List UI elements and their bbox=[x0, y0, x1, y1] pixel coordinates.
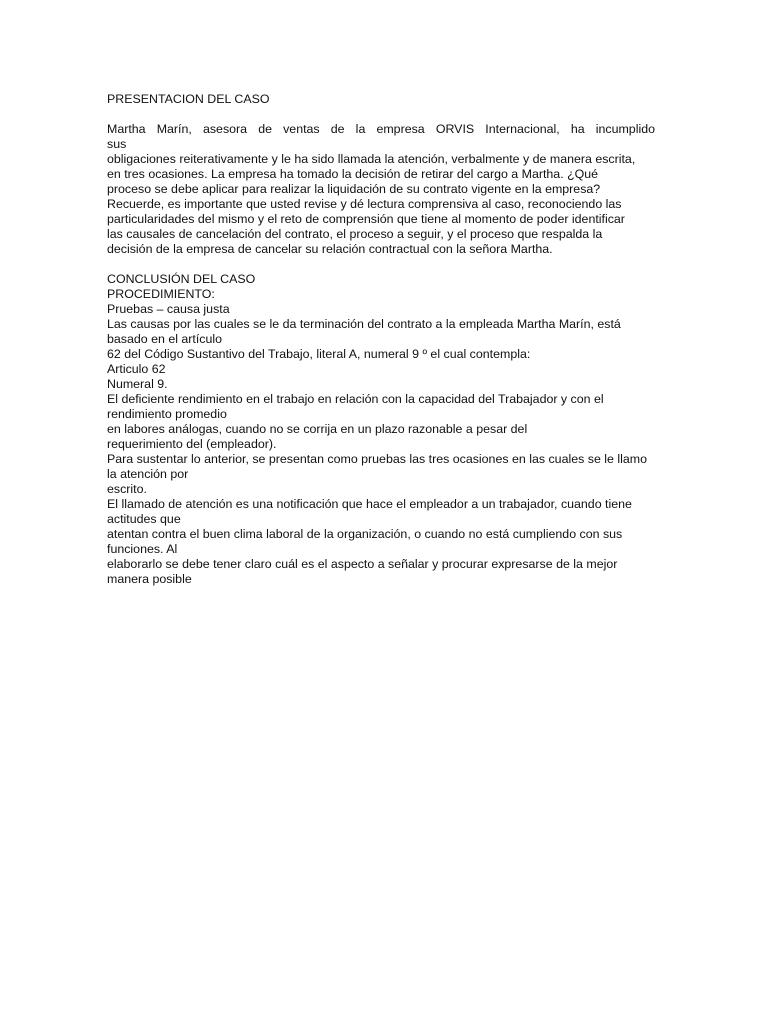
paragraph-line: sus bbox=[107, 137, 127, 151]
procedure-label: PROCEDIMIENTO: bbox=[107, 287, 215, 301]
paragraph-line: rendimiento promedio bbox=[107, 407, 227, 421]
paragraph-line: Pruebas – causa justa bbox=[107, 302, 230, 316]
document-page bbox=[107, 92, 655, 587]
section-heading-presentacion: PRESENTACION DEL CASO bbox=[107, 92, 270, 106]
paragraph-line: actitudes que bbox=[107, 512, 181, 526]
paragraph-line: requerimiento del (empleador). bbox=[107, 437, 277, 451]
paragraph-line: basado en el artículo bbox=[107, 332, 223, 346]
paragraph-line: 62 del Código Sustantivo del Trabajo, literal A, numeral 9 º el cual contempla: bbox=[107, 347, 531, 361]
paragraph-line: particularidades del mismo y el reto de comprensión que tiene al momento de poder identificar bbox=[107, 212, 625, 226]
paragraph-line: Martha Marín, asesora de ventas de la empresa ORVIS Internacional, ha incumplido bbox=[107, 122, 655, 136]
paragraph-line: en tres ocasiones. La empresa ha tomado la decisión de retirar del cargo a Martha. ¿Qué bbox=[107, 167, 599, 181]
paragraph-line: manera posible bbox=[107, 572, 192, 586]
paragraph-line: Las causas por las cuales se le da terminación del contrato a la empleada Martha Marín, está bbox=[107, 317, 621, 331]
section-presentacion bbox=[107, 92, 655, 257]
paragraph-line: funciones. Al bbox=[107, 542, 178, 556]
paragraph-line: en labores análogas, cuando no se corrija en un plazo razonable a pesar del bbox=[107, 422, 528, 436]
paragraph-line: El llamado de atención es una notificación que hace el empleador a un trabajador, cuando tiene bbox=[107, 497, 632, 511]
blank-line bbox=[107, 107, 655, 122]
paragraph-line: Para sustentar lo anterior, se presentan como pruebas las tres ocasiones en las cuales se le llamo bbox=[107, 452, 647, 466]
paragraph-line: atentan contra el buen clima laboral de la organización, o cuando no está cumpliendo con sus bbox=[107, 527, 623, 541]
paragraph-line: las causales de cancelación del contrato, el proceso a seguir, y el proceso que respalda la bbox=[107, 227, 603, 241]
paragraph-line: decisión de la empresa de cancelar su relación contractual con la señora Martha. bbox=[107, 242, 553, 256]
paragraph-line: proceso se debe aplicar para realizar la liquidación de su contrato vigente en la empresa? bbox=[107, 182, 601, 196]
paragraph-line: elaborarlo se debe tener claro cuál es el aspecto a señalar y procurar expresarse de la mejor bbox=[107, 557, 618, 571]
section-heading-conclusion: CONCLUSIÓN DEL CASO bbox=[107, 272, 256, 286]
paragraph-line: El deficiente rendimiento en el trabajo en relación con la capacidad del Trabajador y con el bbox=[107, 392, 604, 406]
blank-line bbox=[107, 257, 655, 272]
section-conclusion bbox=[107, 272, 655, 587]
paragraph-line: la atención por bbox=[107, 467, 189, 481]
paragraph-line: obligaciones reiterativamente y le ha sido llamada la atención, verbalmente y de manera escrita, bbox=[107, 152, 636, 166]
paragraph-line: escrito. bbox=[107, 482, 147, 496]
paragraph-line: Articulo 62 bbox=[107, 362, 166, 376]
paragraph-line: Recuerde, es importante que usted revise y dé lectura comprensiva al caso, reconociendo las bbox=[107, 197, 622, 211]
paragraph-line: Numeral 9. bbox=[107, 377, 168, 391]
